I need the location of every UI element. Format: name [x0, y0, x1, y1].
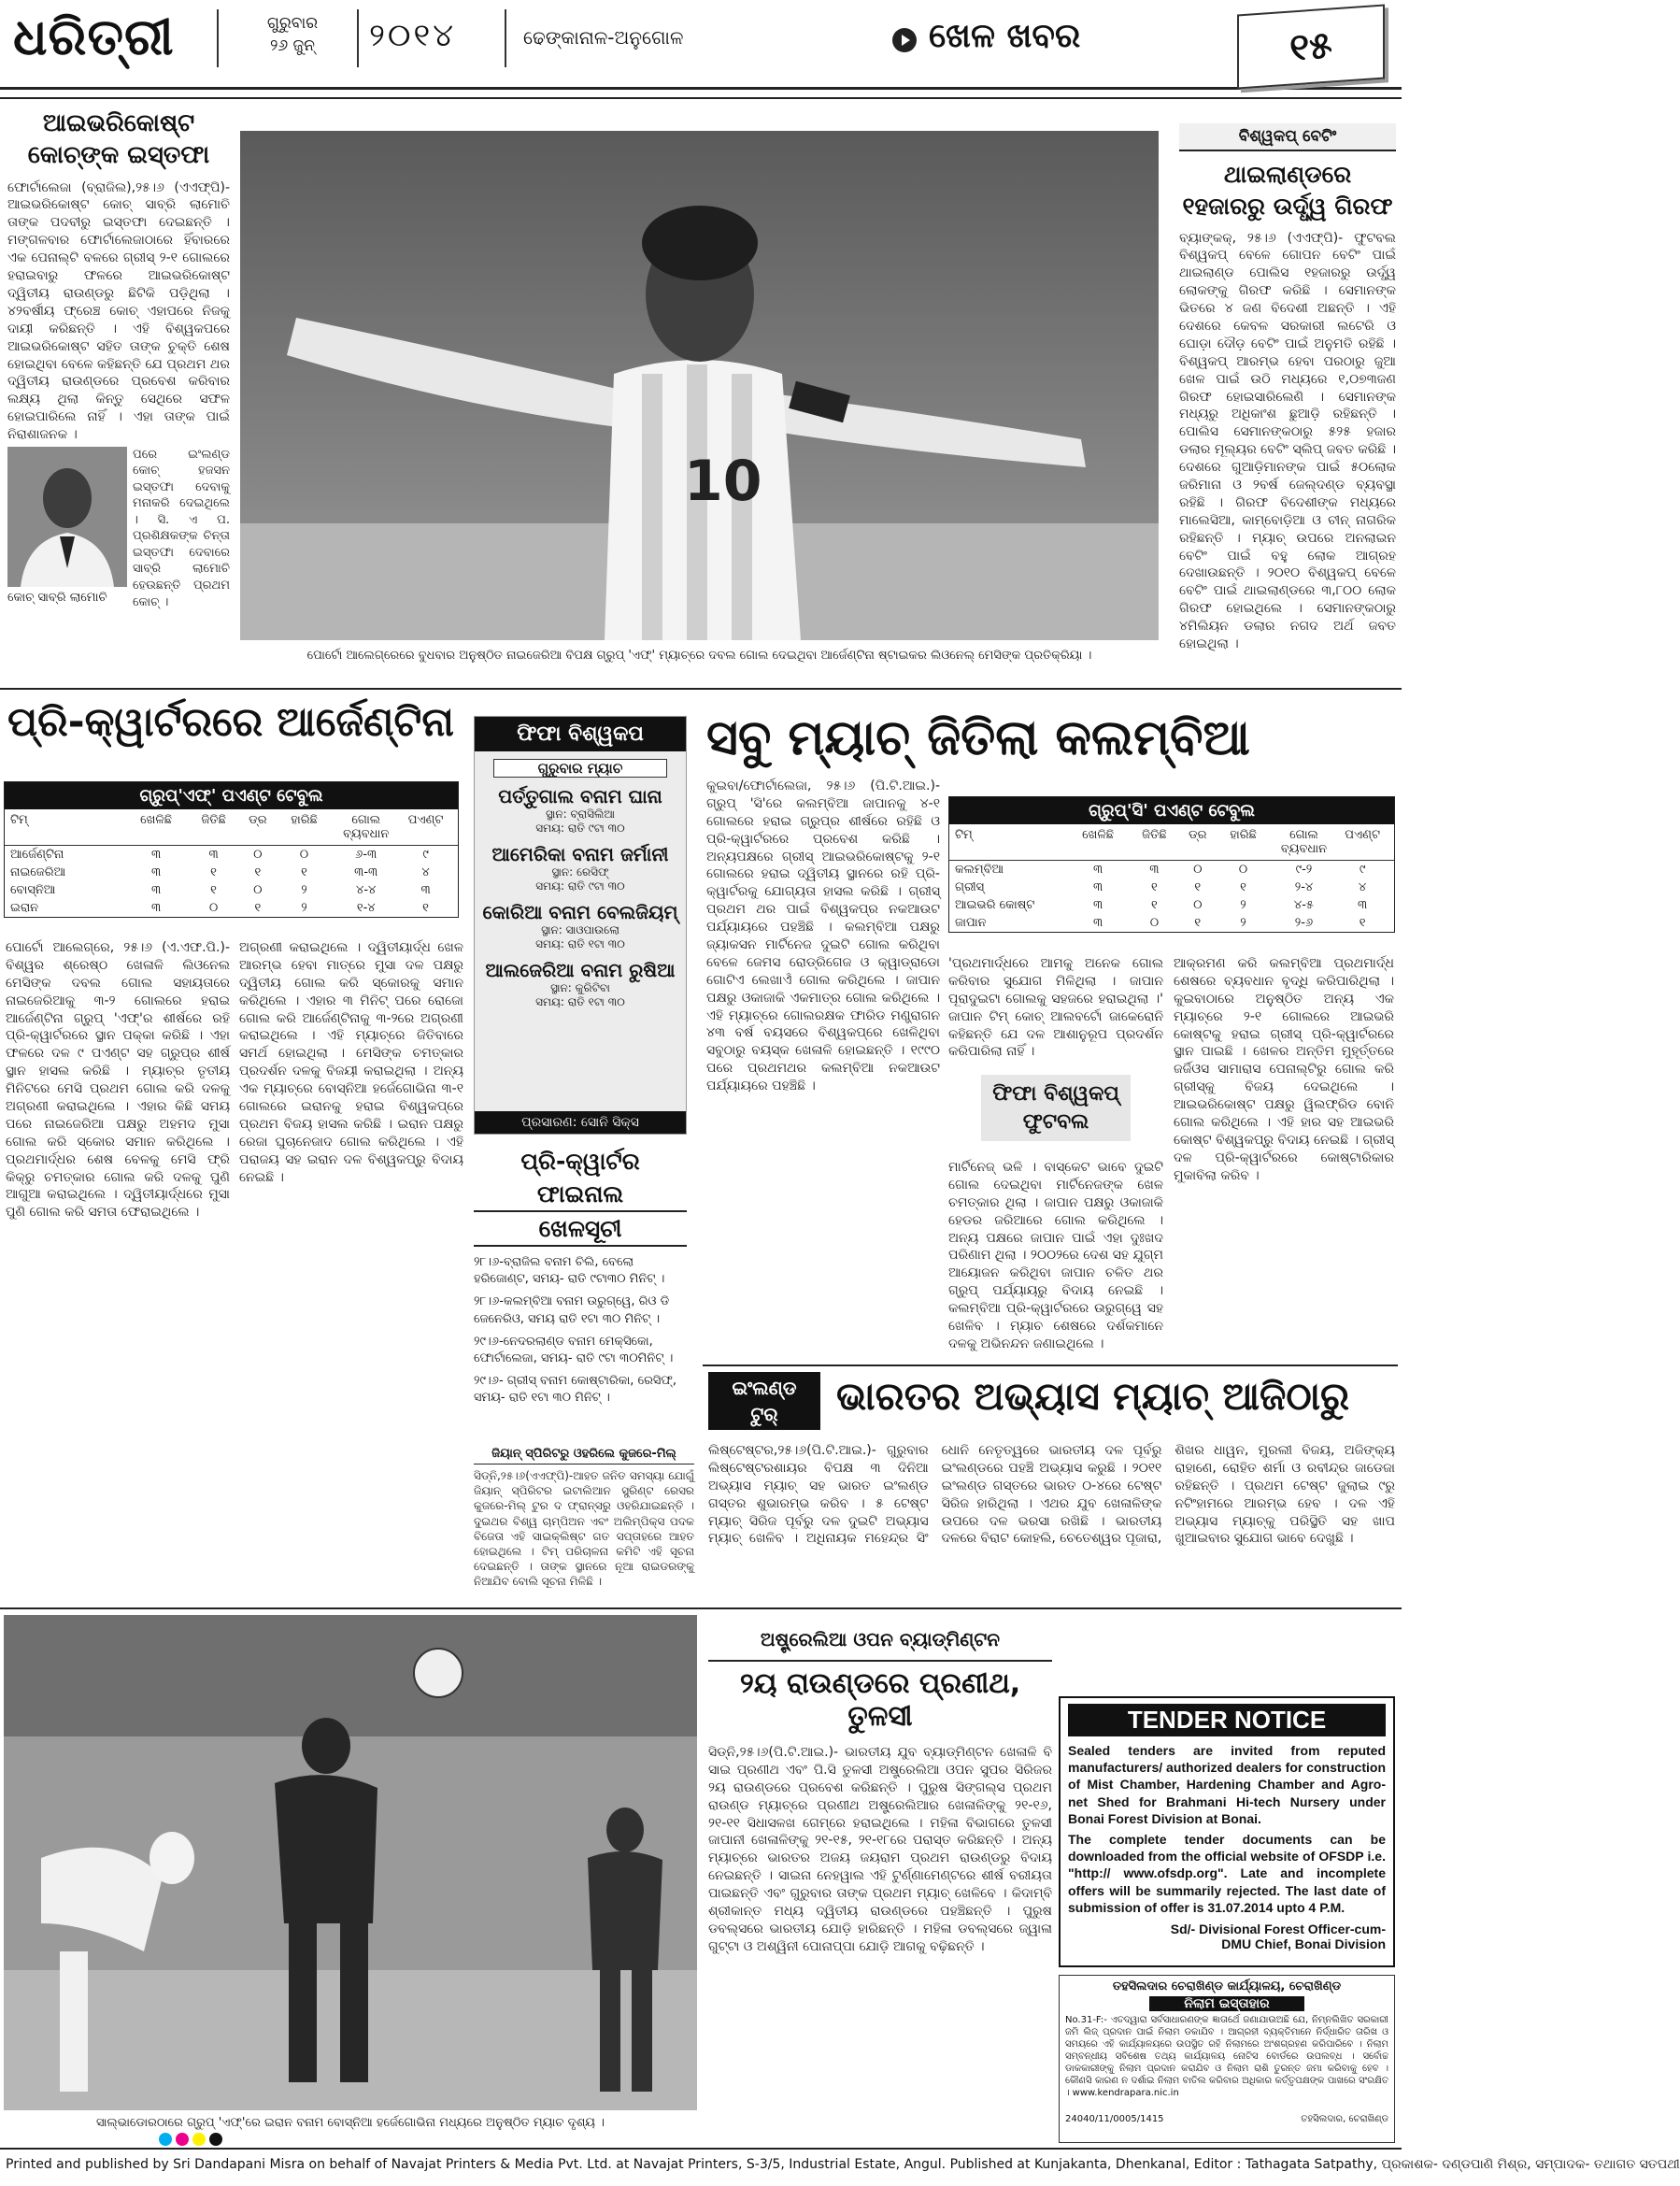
table-cell: ୩ — [150, 901, 162, 915]
table-cell: ୧ — [301, 865, 307, 879]
table-cell: ୩ — [420, 883, 431, 897]
masthead — [0, 0, 1402, 90]
table-cell: ୨ — [301, 883, 307, 897]
table-cell: ୯ — [422, 848, 429, 862]
table-cell: ୧ — [1194, 916, 1202, 930]
auction-notice — [1059, 1975, 1395, 2143]
table-cell: ୨-୪ — [1294, 880, 1314, 894]
table-cell: ୧ — [1194, 880, 1202, 894]
table-cell: ୩ — [150, 883, 162, 897]
schedule-item: ୨୮।୬-କଲମ୍ବିଆ ବନାମ ଉରୁଗ୍ୱେ, ରିଓ ଡି ଜେନେରିଓ, ସମୟ ରାତି ୧ଟା ୩୦ ମିନିଟ୍ । — [474, 1294, 670, 1326]
divider — [505, 9, 506, 67]
tender-notice — [1059, 1696, 1395, 1967]
table-row — [949, 879, 1394, 896]
table-cell: ୧-୪ — [356, 901, 376, 915]
table-cell: ୬-୩ — [355, 848, 377, 862]
schedule-item: ୨୮।୬-ବ୍ରାଜିଲ ବନାମ ଚିଲି, ବେଲୋ ହରିଜୋଣ୍ଟ, ସମୟ- ରାତି ୯ଟା୩୦ ମିନିଟ୍ । — [474, 1255, 665, 1287]
table-cell: ୧ — [210, 865, 217, 879]
fixture-venue: ସ୍ଥାନ: ରେସିଫ୍ — [551, 865, 609, 879]
table-cell: ୨-୬ — [1294, 916, 1314, 930]
article-ivory-coast — [7, 108, 230, 679]
article-cycling — [474, 1447, 694, 1601]
tender-title: TENDER NOTICE — [1068, 1704, 1386, 1736]
issue-day: ଗୁରୁବାର — [266, 14, 319, 33]
table-cell: ୧ — [210, 883, 217, 897]
colombia-body-col3: ଆକ୍ରମଣ କରି କଲମ୍ବିଆ ପ୍ରଥମାର୍ଦ୍ଧ ଶେଷରେ ବ୍ୟବଧାନ ବୃଦ୍ଧି କରିପାରିଥିଲା । କୁଇବାଠାରେ ଅନୁଷ୍ଠିତ ଅନ୍ୟ ଏକ ମ୍ୟାଚ୍‌ରେ ୨-୧ ଗୋଲରେ ଆଇଭରି କୋଷ୍ଟକୁ ହରାଇ ଗ୍ରୀସ୍ ପ୍ରି-କ୍ୱାର୍ଟରରେ ସ୍ଥାନ ପାଇଛି । ଖେଳର ଅନ୍ତିମ ମୁହୂର୍ତ୍ତରେ ଜର୍ଜିଓସ ସାମାରାସ ପେନାଲ୍ଟିରୁ ଗୋଲ କରି ଗ୍ରୀସ୍‌କୁ ବିଜୟ ଦେଇଥିଲେ । ଆଇଭରିକୋଷ୍ଟ ପକ୍ଷରୁ ୱିଲଫ୍ରିଡ ବୋନି ଗୋଲ କରିଥିଲେ । ଏହି ହାର ସହ ଆଇଭରି କୋଷ୍ଟ ବିଶ୍ୱକପ୍‌ରୁ ବିଦାୟ ନେଇଛି । ଗ୍ରୀସ୍ ଦଳ ପ୍ରି-କ୍ୱାର୍ଟରରେ କୋଷ୍ଟାରିକାର ମୁକାବିଲା କରିବ । — [1174, 956, 1394, 1183]
table-title: ଗ୍ରୁପ୍‌'ଏଫ୍' ପଏଣ୍ଟ ଟେବୁଲ — [5, 782, 458, 809]
bottom-photo-iran-bosnia — [4, 1615, 697, 2110]
table-row — [949, 861, 1394, 879]
headline: ଜିୟାନ୍ ସ୍ପିରିଟରୁ ଓହରିଲେ କୁଜରେ-ମିଲ୍ — [474, 1447, 694, 1464]
table-cell: ୯ — [1359, 863, 1366, 877]
table-cell: ୧ — [1151, 880, 1158, 894]
article-body: ବ୍ୟାଙ୍କକ୍, ୨୫।୬ (ଏଏଫ୍‌ପି)- ଫୁଟବଲ ବିଶ୍ୱକପ୍ ବେଳେ ଗୋପନ ବେଟିଂ ପାଇଁ ଥାଇଲାଣ୍ଡ ପୋଲିସ ୧ହଜାରରୁ ଉର୍ଦ୍ଧ୍ୱ ଲୋକଙ୍କୁ ଗିରଫ କରିଛି । ସେମାନଙ୍କ ଭିତରେ ୪ ଜଣ ବିଦେଶୀ ଅଛନ୍ତି । ଏହି ଦେଶରେ କେବଳ ସରକାରୀ ଲଟେରି ଓ ଘୋଡ଼ା ଦୌଡ଼ ବେଟିଂ ପାଇଁ ଅନୁମତି ରହିଛି । ବିଶ୍ୱକପ୍ ଆରମ୍ଭ ହେବା ପରଠାରୁ ଜୁଆ ଖେଳ ପାଇଁ ଉଠି ମଧ୍ୟରେ ୧,୦୭୩ଜଣ ଗିରଫ ହୋଇସାରିଲେଣି । ସେମାନଙ୍କ ମଧ୍ୟରୁ ଅଧିକାଂଶ ଛୁଆଡ଼ି ରହିଛନ୍ତି । ପୋଲିସ ସେମାନଙ୍କଠାରୁ ୫୨୫ ହଜାର ଡଲାର ମୂଲ୍ୟର ବେଟିଂ ସ୍ଲିପ୍ ଜବତ କରିଛି । ଦେଶରେ ଗୁଆଡ଼ିମାନଙ୍କ ପାଇଁ ୫୦ଲୋକ ଜରିମାନା ଓ ୨ବର୍ଷ ଜେଲ୍‌ଦଣ୍ଡ ବ୍ୟବସ୍ଥା ରହିଛି । ଗିରଫ ବିଦେଶୀଙ୍କ ମଧ୍ୟରେ ମାଲେସିଆ, କାମ୍ବୋଡ଼ିଆ ଓ ଚୀନ୍ ନାଗରିକ ରହିଛନ୍ତି । ମ୍ୟାଚ୍ ଉପରେ ଅନଲାଇନ ବେଟିଂ ପାଇଁ ବହୁ ଲୋକ ଆଗ୍ରହ ଦେଖାଉଛନ୍ତି । ୨୦୧୦ ବିଶ୍ୱକପ୍ ବେଳେ ବେଟିଂ ପାଇଁ ଥାଇଲାଣ୍ଡରେ ୩,୮୦୦ ଲୋକ ଗିରଫ ହୋଇଥିଲେ । ସେମାନଙ୍କଠାରୁ ୪ମିଲିୟନ ଡଲାର ନଗଦ ଅର୍ଥ ଜବତ ହୋଇଥିଲା । — [1179, 230, 1396, 651]
footballer-celebration-image — [240, 131, 1159, 640]
footer-imprint: Printed and published by Sri Dandapani Misra on behalf of Navajat Printers & Media Pvt. Ltd. at Navajat Printers, S-3/5, Industrial Estate, Angul. Published at Kunjakanta, Dhenkanal, Editor : Tathagata Satpathy, ପ୍ରକାଶକ- ଦଣ୍ଡପାଣି ମିଶ୍ର, ସମ୍ପାଦକ- ତଥାଗତ ସତପଥୀ — [0, 2148, 1402, 2186]
rule — [0, 1607, 1402, 1609]
table-row — [5, 899, 458, 917]
auction-title: ନିଲାମ ଇସ୍ତାହାର — [1149, 1996, 1304, 2011]
lead-photo-messi — [240, 131, 1159, 640]
fixture-time: ସମୟ: ରାତି ୧ଟା ୩୦ — [535, 995, 625, 1008]
newspaper-logo: ଧରିତ୍ରୀ — [13, 7, 175, 66]
table-cell: ୩ — [1357, 898, 1368, 912]
photo-caption: କୋଚ୍ ସାବ୍ରି ଲାମୋଚି — [7, 590, 107, 605]
schedule-item: ୨୯।୬- ଗ୍ରୀସ୍ ବନାମ କୋଷ୍ଟାରିକା, ରେସିଫ୍, ସମୟ- ରାତି ୧ଟା ୩୦ ମିନିଟ୍ । — [474, 1374, 677, 1406]
rule — [0, 97, 1402, 99]
coach-photo — [7, 447, 127, 587]
table-cell: ୦ — [299, 848, 309, 862]
argentina-body-col2: ଅଗ୍ରଣୀ କରାଇଥିଲେ । ଦ୍ୱିତୀୟାର୍ଦ୍ଧ ଖେଳ ଆରମ୍ଭ ହେବା ମାତ୍ରେ ମୁସା ଦଳ ପକ୍ଷରୁ ଦ୍ୱିତୀୟ ଗୋଲ କରି ସ୍କୋରକୁ ସମାନ କରିଥିଲେ । ଏହାର ୩ ମିନିଟ୍ ପରେ ରୋଜୋ ଗୋଲ କରି ଆର୍ଜେଣ୍ଟିନାକୁ ୩-୨ରେ ଅଗ୍ରଣୀ କରାଇଥିଲେ । ଏହି ମ୍ୟାଚ୍‌ରେ ଜିତିବାରେ ସମର୍ଥ ହୋଇଥିଲା । ମେସିଙ୍କ ଚମତ୍କାର ପ୍ରଦର୍ଶନ ଦଳକୁ ବିଜୟୀ କରାଇଥିଲା । ଅନ୍ୟ ଏକ ମ୍ୟାଚ୍‌ରେ ବୋସ୍ନିଆ ହର୍ଜେଗୋଭିନା ୩-୧ ଗୋଲରେ ଇରାନକୁ ହରାଇ ବିଶ୍ୱକପ୍‌ରେ ପ୍ରଥମ ବିଜୟ ହାସଲ କରିଛି । ଇରାନ ପକ୍ଷରୁ ରେଜା ଘୁଚାନେଜାଦ ଗୋଲ କରିଥିଲେ । ଏହି ପରାଜୟ ସହ ଇରାନ ଦଳ ବିଶ୍ୱକପ୍‌ରୁ ବିଦାୟ ନେଇଛି । — [239, 940, 463, 1185]
table-cell: ୦ — [208, 901, 219, 915]
fixture-venue: ସ୍ଥାନ: କୁରିଟିବା — [550, 981, 610, 994]
kicker: ବିଶ୍ୱକପ୍ ବେଟିଂ — [1179, 123, 1396, 151]
table-cell: ୧ — [1240, 880, 1246, 894]
auction-signature: ତହସିଲଦାର, ଚେରାଖିଣ୍ଡ — [1301, 2114, 1388, 2124]
fixture-teams: ଆମେରିକା ବନାମ ଜର୍ମାନୀ — [491, 843, 669, 865]
rule — [0, 688, 1402, 690]
table-cell: ୦ — [1238, 863, 1248, 877]
auction-body: No.31-F:- ଏତଦ୍ୱାରା ସର୍ବସାଧାରଣଙ୍କ ଜ୍ଞାତାର୍ଥେ ଜଣାଯାଉଅଛି ଯେ, ନିମ୍ନଲିଖିତ ସରକାରୀ ଜମି ଲିଜ୍ ପ୍ରଦାନ ପାଇଁ ନିଲାମ ଡକାଯିବ । ଆଗ୍ରହୀ ବ୍ୟକ୍ତିମାନେ ନିର୍ଦ୍ଧାରିତ ତାରିଖ ଓ ସମୟରେ ଏହି କାର୍ଯ୍ୟାଳୟରେ ଉପସ୍ଥିତ ରହି ନିଲାମରେ ଅଂଶଗ୍ରହଣ କରିପାରିବେ । ନିଲାମ ସମ୍ବନ୍ଧୀୟ ସବିଶେଷ ତଥ୍ୟ କାର୍ଯ୍ୟାଳୟ ନୋଟିସ ବୋର୍ଡରେ ଉପଲବ୍ଧ । ସର୍ବୋଚ୍ଚ ଡାକକାରୀଙ୍କୁ ନିଲାମ ପ୍ରଦାନ କରାଯିବ ଓ ନିଲାମ ରାଶି ତୁରନ୍ତ ଜମା କରିବାକୁ ହେବ । କୌଣସି କାରଣ ନ ଦର୍ଶାଇ ନିଲାମ ବାତିଲ କରିବାର ଅଧିକାର କର୍ତ୍ତୃପକ୍ଷଙ୍କ ପାଖରେ ସଂରକ୍ଷିତ । www.kendrapara.nic.in — [1065, 2015, 1388, 2098]
fixture-teams: କୋରିଆ ବନାମ ବେଲଜିୟମ୍ — [482, 901, 678, 923]
table-cell: ୩ — [1092, 916, 1103, 930]
football-icon — [414, 1649, 463, 1697]
headline-england: ଭାରତର ଅଭ୍ୟାସ ମ୍ୟାଚ୍ ଆଜିଠାରୁ — [836, 1374, 1350, 1419]
table-cell: ନାଇଜେରିଆ — [10, 865, 66, 879]
colombia-body-col4: ମାର୍ଟିନେଜ୍ ଭଳି । ବାସ୍କେଟ ଭାବେ ଦୁଇଟି ଗୋଲ ଦେଇଥିବା ମାର୍ଟିନେଜଙ୍କ ଖେଳ ଚମତ୍କାର ଥିଲା । ଜାପାନ ପକ୍ଷରୁ ଓକାଜାକି ହେଡର ଜରିଆରେ ଗୋଲ କରିଥିଲେ । ଅନ୍ୟ ପକ୍ଷରେ ଜାପାନ ପାଇଁ ଏହା ଦୁଃଖଦ ପରିଣାମ ଥିଲା । ୨୦୦୨ରେ ଦେଶ ସହ ଯୁଗ୍ମ ଆୟୋଜନ କରିଥିବା ଜାପାନ ଚଳିତ ଥର ଗ୍ରୁପ୍ ପର୍ଯ୍ୟାୟରୁ ବିଦାୟ ନେଇଛି । କଲମ୍ବିଆ ପ୍ରି-କ୍ୱାର୍ଟରରେ ଉରୁଗ୍ୱେ ସହ ଖେଳିବ । ମ୍ୟାଚ ଶେଷରେ ଦର୍ଶକମାନେ ଦଳକୁ ଅଭିନନ୍ଦନ ଜଣାଇଥିଲେ । — [948, 1160, 1163, 1351]
table-cell: ବୋସ୍ନିଆ — [10, 883, 56, 897]
table-cell: ୦ — [253, 848, 263, 862]
headline: ଥାଇଲାଣ୍ଡରେ ୧ହଜାରରୁ ଉର୍ଦ୍ଧ୍ୱ ଗିରଫ — [1182, 161, 1393, 220]
play-bullet-icon — [892, 28, 917, 52]
article-badminton — [708, 1628, 1052, 2137]
subhead-fifa-football: ଫିଫା ବିଶ୍ୱକପ୍ ଫୁଟବଲ — [981, 1075, 1131, 1141]
football-match-image — [4, 1615, 697, 2110]
section-title: ଖେଳ ଖବର — [929, 17, 1081, 55]
table-cell: ୨ — [301, 901, 307, 915]
table-cell: ଆର୍ଜେଣ୍ଟିନା — [10, 848, 64, 862]
table-cell: ୩ — [208, 848, 219, 862]
fixture-time: ସମୟ: ରାତି ୯ଟା ୩୦ — [535, 822, 625, 835]
table-cell: ୩ — [1149, 863, 1160, 877]
auction-office: ତହସିଲଦାର ଚେରାଖିଣ୍ଡ କାର୍ଯ୍ୟାଳୟ, ଚେରାଖିଣ୍ଡ — [1112, 1979, 1342, 1993]
headline: ଆଇଭରିକୋଷ୍ଟ କୋଚ୍‌ଙ୍କ ଇସ୍ତଫା — [27, 109, 210, 169]
table-cell: ଆଇଭରି କୋଷ୍ଟ — [955, 898, 1035, 912]
table-title: ଗ୍ରୁପ୍‌'ସି' ପଏଣ୍ଟ ଟେବୁଲ — [949, 797, 1394, 824]
edition-name: ଢେଙ୍କାନାଳ-ଅନୁଗୋଳ — [523, 26, 684, 49]
rule — [703, 1364, 1398, 1366]
issue-day-date — [241, 13, 344, 58]
divider — [217, 9, 219, 67]
table-cell: ୩ — [150, 865, 162, 879]
table-cell: ୧ — [1359, 916, 1366, 930]
table-row — [5, 864, 458, 881]
fixture-item — [475, 785, 686, 836]
auction-ref: 24040/11/0005/1415 — [1065, 2114, 1164, 2124]
article-body-continued: ପରେ ଇଂଲଣ୍ଡ କୋଚ୍ ହଜସନ ଇସ୍ତଫା ଦେବାକୁ ମନାକରି ଦେଇଥିଲେ । ସି. ଏ ପ. ପ୍ରଶିକ୍ଷକଙ୍କ ଚିନ୍ତା ଇସ୍ତଫା ଦେବାରେ ସାବ୍ରି ଲାମୋଚି ହେଉଛନ୍ତି ପ୍ରଥମ କୋଚ୍ । — [133, 447, 230, 609]
table-cell: କଲମ୍ବିଆ — [955, 863, 1004, 877]
table-cell: ୩ — [1092, 880, 1103, 894]
england-tour-tag: ଇଂଲଣ୍ଡ ଟୁର୍ — [708, 1372, 820, 1430]
divider — [357, 9, 359, 67]
fixture-item — [475, 901, 686, 951]
table-cell: ୧ — [422, 901, 429, 915]
table-cell: ୯-୨ — [1295, 863, 1313, 877]
table-row — [5, 846, 458, 864]
prequarter-schedule — [474, 1145, 687, 1439]
color-registration-mark — [192, 2133, 206, 2146]
table-row — [5, 881, 458, 899]
fixture-list — [475, 785, 686, 1009]
table-cell: ୪ — [421, 865, 430, 879]
box-title: ଫିଫା ବିଶ୍ୱକପ — [475, 717, 686, 751]
table-cell: ୩-୩ — [354, 865, 378, 879]
coach-portrait-icon — [7, 447, 127, 587]
color-registration-mark — [209, 2133, 222, 2146]
england-body: ଲିଷ୍ଟେଷ୍ଟର,୨୫।୬(ପି.ଟି.ଆଇ.)- ଗୁରୁବାର ଲିଷ୍ଟେଷ୍ଟରଶାୟର ବିପକ୍ଷ ୩ ଦିନିଆ ଅଭ୍ୟାସ ମ୍ୟାଚ୍ ସହ ଭାରତ ଇଂଲଣ୍ଡ ଗସ୍ତର ଶୁଭାରମ୍ଭ କରିବ । ୫ ଟେଷ୍ଟ ମ୍ୟାଚ୍ ସିରିଜ ପୂର୍ବରୁ ଦଳ ଦୁଇଟି ଅଭ୍ୟାସ ମ୍ୟାଚ୍ ଖେଳିବ । ଅଧିନାୟକ ମହେନ୍ଦ୍ର ସିଂ ଧୋନି ନେତୃତ୍ୱରେ ଭାରତୀୟ ଦଳ ପୂର୍ବରୁ ଇଂଲଣ୍ଡରେ ପହଞ୍ଚି ଅଭ୍ୟାସ କରୁଛି । ୨୦୧୧ ଇଂଲଣ୍ଡ ଗସ୍ତରେ ଭାରତ ୦-୪ରେ ଟେଷ୍ଟ ସିରିଜ ହାରିଥିଲା । ଏଥର ଯୁବ ଖେଳାଳିଙ୍କ ଉପରେ ଦଳ ଭରସା ରଖିଛି । ଭାରତୀୟ ଦଳରେ ବିରାଟ କୋହଲି, ଚେତେଶ୍ୱର ପୂଜାରା, ଶିଖର ଧାୱନ, ମୁରଲୀ ବିଜୟ, ଅଜିଙ୍କ୍ୟ ରାହାଣେ, ରୋହିତ ଶର୍ମା ଓ ରବୀନ୍ଦ୍ର ଜାଡେଜା ରହିଛନ୍ତି । ପ୍ରଥମ ଟେଷ୍ଟ ଜୁଲାଇ ୯ରୁ ନଟିଂହାମରେ ଆରମ୍ଭ ହେବ । ଦଳ ଏହି ଅଭ୍ୟାସ ମ୍ୟାଚ୍‌କୁ ପରିସ୍ଥିତି ସହ ଖାପ ଖୁଆଇବାର ସୁଯୋଗ ଭାବେ ଦେଖୁଛି । — [708, 1443, 1395, 1547]
article-body: ସିଡ୍‌ନି,୨୫।୬(ପି.ଟି.ଆଇ.)- ଭାରତୀୟ ଯୁବ ବ୍ୟାଡ୍‌ମିଣ୍ଟନ ଖେଳାଳି ବି ସାଇ ପ୍ରଣୀଥ ଏବଂ ପି.ସି ତୁଳସୀ ଅଷ୍ଟ୍ରେଲିଆ ଓପନ ସୁପର ସିରିଜର ୨ୟ ରାଉଣ୍ଡରେ ପ୍ରବେଶ କରିଛନ୍ତି । ପୁରୁଷ ସିଙ୍ଗଲ୍ସ ପ୍ରଥମ ରାଉଣ୍ଡ ମ୍ୟାଚ୍‌ରେ ପ୍ରଣୀଥ ଅଷ୍ଟ୍ରେଲିଆର ଖେଳାଳିଙ୍କୁ ୨୧-୧୬, ୨୧-୧୧ ସିଧାସଳଖ ଗେମ୍‌ରେ ହରାଇଥିଲେ । ମହିଳା ବିଭାଗରେ ତୁଳସୀ ଜାପାନୀ ଖେଳାଳିଙ୍କୁ ୨୧-୧୫, ୨୧-୧୮ରେ ପରାସ୍ତ କରିଛନ୍ତି । ଅନ୍ୟ ମ୍ୟାଚ୍‌ରେ ଭାରତର ଅଜୟ ଜୟରାମ ପ୍ରଥମ ରାଉଣ୍ଡରୁ ବିଦାୟ ନେଇଛନ୍ତି । ସାଇନା ନେହୱାଲ ଏହି ଟୁର୍ଣ୍ଣାମେଣ୍ଟରେ ଶୀର୍ଷ ବରୀୟତା ପାଇଛନ୍ତି ଏବଂ ଗୁରୁବାର ତାଙ୍କ ପ୍ରଥମ ମ୍ୟାଚ୍ ଖେଳିବେ । କିଦାମ୍ବି ଶ୍ରୀକାନ୍ତ ମଧ୍ୟ ଦ୍ୱିତୀୟ ରାଉଣ୍ଡରେ ପହଞ୍ଚିଛନ୍ତି । ପୁରୁଷ ଡବଲ୍ସରେ ଭାରତୀୟ ଯୋଡ଼ି ହାରିଛନ୍ତି । ମହିଳା ଡବଲ୍ସରେ ଜ୍ୱାଳା ଗୁଟ୍ଟା ଓ ଅଶ୍ୱିନୀ ପୋନାପ୍ପା ଯୋଡ଼ି ଆଗକୁ ବଢ଼ିଛନ୍ତି । — [708, 1745, 1052, 1954]
table-row — [949, 914, 1394, 932]
table-cell: ୨ — [1240, 898, 1246, 912]
table-row — [949, 896, 1394, 914]
tender-body-1: Sealed tenders are invited from reputed manufacturers/ authorized dealers for construction of Mist Chamber, Hardening Chamber and Agro-net Shed for Brahmani Hi-tech Nursery under Bonai Forest Division at Bonai. — [1068, 1743, 1386, 1826]
table-cell: ୩ — [150, 848, 162, 862]
article-body: ଫୋର୍ଟାଲେଜା (ବ୍ରାଜିଲ),୨୫।୬ (ଏଏଫ୍‌ପି)-ଆଇଭରିକୋଷ୍ଟ କୋଚ୍ ସାବ୍ରି ଲାମୋଚି ତାଙ୍କ ପଦବୀରୁ ଇସ୍ତଫା ଦେଇଛନ୍ତି । ମଙ୍ଗଳବାର ଫୋର୍ଟାଲେଜାଠାରେ ହିଁବାରରେ ଏକ ପେନାଲ୍ଟି ବଳରେ ଗ୍ରୀସ୍ ୨-୧ ଗୋଲରେ ହରାଇବାରୁ ଫଳରେ ଆଇଭରିକୋଷ୍ଟ ଦ୍ୱିତୀୟ ରାଉଣ୍ଡରୁ ଛିଟିକି ପଡ଼ିଥିଲା । ୪୨ବର୍ଷୀୟ ଫ୍ରେଞ୍ଚ କୋଚ୍ ଏହାପରେ ନିଜକୁ ଦାୟୀ କରିଛନ୍ତି । ଏହି ବିଶ୍ୱକପରେ ଆଇଭରିକୋଷ୍ଟ ସହିତ ତାଙ୍କ ଚୁକ୍ତି ଶେଷ ହୋଇଥିବା ବେଳେ କହିଛନ୍ତି ଯେ ପ୍ରଥମ ଥର ଦ୍ୱିତୀୟ ରାଉଣ୍ଡରେ ପ୍ରବେଶ କରିବାର ଲକ୍ଷ୍ୟ ଥିଲା କିନ୍ତୁ ସେଥିରେ ସଫଳ ହୋଇପାରିଲେ ନାହିଁ । ଏହା ତାଙ୍କ ପାଇଁ ନିରାଶାଜନକ । — [7, 179, 230, 443]
lead-photo-caption: ପୋର୍ଟୋ ଆଲେଗ୍ରେରେ ବୁଧବାର ଅନୁଷ୍ଠିତ ନାଇଜେରିଆ ବିପକ୍ଷ ଗ୍ରୁପ୍ 'ଏଫ୍' ମ୍ୟାଚ୍‌ରେ ଦବଲ ଗୋଲ ଦେଇଥିବା ଆର୍ଜେଣ୍ଟିନା ଷ୍ଟାଇକର ଲିଓନେଲ୍ ମେସିଙ୍କ ପ୍ରତିକ୍ରିୟା । — [306, 649, 1092, 663]
table-cell: ୧ — [254, 865, 262, 879]
fixture-venue: ସ୍ଥାନ: ସାଓପାଉଲୋ — [541, 923, 619, 936]
table-cell: ୩ — [1092, 863, 1103, 877]
issue-year: ୨୦୧୪ — [369, 17, 457, 54]
colombia-body-col2: 'ପ୍ରଥମାର୍ଦ୍ଧରେ ଆମକୁ ଅନେକ ଗୋଲ କରିବାର ସୁଯୋଗ ମିଳିଥିଲା । ଜାପାନ ପୂରାଦୁଇଟା ଗୋଲକୁ ସହଜରେ ହରାଇଥିଲା ।' ଜାପାନ ଟିମ୍ କୋଚ୍ ଆଲବର୍ଟୋ ଜାକେରୋନି କହିଛନ୍ତି ଯେ ଦଳ ଆଶାନୁରୂପ ପ୍ରଦର୍ଶନ କରିପାରିଲା ନାହିଁ । — [948, 956, 1163, 1060]
table-header: ଟିମ୍ ଖେଳିଛି ଜିତିଛି ଡ୍ର ହାରିଛି ଗୋଲ ବ୍ୟବଧାନ ପଏଣ୍ଟ — [949, 824, 1394, 861]
fixture-item — [475, 959, 686, 1009]
table-cell: ୦ — [253, 883, 263, 897]
colombia-body-col1: କୁଇବା/ଫୋର୍ଟାଲେଜା, ୨୫।୬ (ପି.ଟି.ଆଇ.)- ଗ୍ରୁପ୍ 'ସି'ରେ କଲମ୍ବିଆ ଜାପାନକୁ ୪-୧ ଗୋଲରେ ହରାଇ ଗ୍ରୁପ୍‌ର ଶୀର୍ଷରେ ରହିଛି ଓ ପ୍ରି-କ୍ୱାର୍ଟରରେ ପ୍ରବେଶ କରିଛି । ଅନ୍ୟପକ୍ଷରେ ଗ୍ରୀସ୍ ଆଇଭରିକୋଷ୍ଟକୁ ୨-୧ ଗୋଲରେ ହରାଇ ଦ୍ୱିତୀୟ ସ୍ଥାନରେ ରହି ପ୍ରି-କ୍ୱାର୍ଟରକୁ ଯୋଗ୍ୟତା ହାସଲ କରିଛି । ଗ୍ରୀସ୍ ପ୍ରଥମ ଥର ପାଇଁ ବିଶ୍ୱକପ୍‌ର ନକଆଉଟ ପର୍ଯ୍ୟାୟରେ ପହଞ୍ଚିଛି । କଲମ୍ବିଆ ପକ୍ଷରୁ ଜ୍ୟାକସନ ମାର୍ଟିନେଜ ଦୁଇଟି ଗୋଲ କରିଥିବା ବେଳେ ଜେମସ ରୋଡ୍ରିଗେଜ ଓ କ୍ୱାଡ୍ରାଡୋ ଗୋଟିଏ ଲେଖାଏଁ ଗୋଲ କରିଥିଲେ । ଜାପାନ ପକ୍ଷରୁ ଓକାଜାକି ଏକମାତ୍ର ଗୋଲ କରିଥିଲେ । ଏହି ମ୍ୟାଚ୍‌ରେ ଗୋଲରକ୍ଷକ ଫାରିଡ ମଣ୍ଡ୍ରାଗନ ୪୩ ବର୍ଷ ବୟସରେ ବିଶ୍ୱକପ୍‌ରେ ଖେଳିଥିବା ସବୁଠାରୁ ବୟସ୍କ ଖେଳାଳି ହୋଇଛନ୍ତି । ୧୯୯୦ ପରେ ପ୍ରଥମଥର କଲମ୍ବିଆ ନକଆଉଟ ପର୍ଯ୍ୟାୟରେ ପହଞ୍ଚିଛି । — [706, 779, 940, 1094]
color-registration-mark — [159, 2133, 172, 2146]
table-cell: ଜାପାନ — [955, 916, 987, 930]
table-cell: ୦ — [1193, 898, 1203, 912]
page-number: ୧୫ — [1237, 4, 1385, 89]
fixture-item — [475, 843, 686, 893]
headline-colombia: ସବୁ ମ୍ୟାଚ୍ ଜିତିଲା କଲମ୍ବିଆ — [706, 710, 1250, 766]
table-cell: ଗ୍ରୀସ୍ — [955, 880, 985, 894]
article-thailand-betting — [1179, 123, 1396, 684]
table-cell: ୧ — [1151, 898, 1158, 912]
table-cell: ୦ — [1149, 916, 1160, 930]
headline-argentina: ପ୍ରି-କ୍ୱାର୍ଟରରେ ଆର୍ଜେଣ୍ଟିନା — [7, 699, 454, 746]
fixture-time: ସମୟ: ରାତି ୧ଟା ୩୦ — [535, 937, 625, 950]
headline: ୨ୟ ରାଉଣ୍ଡରେ ପ୍ରଣୀଥ, ତୁଳସୀ — [708, 1660, 1052, 1733]
issue-date: ୨୬ ଜୁନ୍ — [269, 36, 315, 55]
schedule-item: ୨୯।୬-ନେଦରଲାଣ୍ଡ ବନାମ ମେକ୍ସିକୋ, ଫୋର୍ଟାଲେଜା, ସମୟ- ରାତି ୯ଟା ୩୦ମିନିଟ୍ । — [474, 1334, 674, 1365]
tender-signature: Sd/- Divisional Forest Officer-cum- DMU Chief, Bonai Division — [1170, 1921, 1386, 1951]
table-cell: ୪-୪ — [356, 883, 377, 897]
table-cell: ୨ — [1240, 916, 1246, 930]
table-cell: ୩ — [1092, 898, 1103, 912]
jersey-number: 10 — [684, 449, 762, 514]
fifa-fixtures-box — [474, 716, 687, 1135]
table-cell: ଇରାନ — [10, 901, 39, 915]
article-body: ସିଡ୍‌ନି,୨୫।୬(ଏଏଫ୍‌ପି)-ଆହତ ଜନିତ ସମସ୍ୟା ଯୋଗୁଁ ଜିୟାନ୍ ସ୍ପିରିଟର ଇଟାଲିଆନ ସ୍ପ୍ରିଣ୍ଟ ରେସର କୁଜରେ-ମିଲ୍ ଟୁର ଦ ଫ୍ରାନ୍ସରୁ ଓହରିଯାଇଛନ୍ତି । ଦୁଇଥର ବିଶ୍ୱ ଚାମ୍ପିଅନ ଏବଂ ଅଲିମ୍ପିକ୍ସ ପଦକ ବିଜେତା ଏହି ସାଇକ୍ଲିଷ୍ଟ ଗତ ସପ୍ତାହରେ ଆହତ ହୋଇଥିଲେ । ଟିମ୍ ପରିଚାଳନା କମିଟି ଏହି ସୂଚନା ଦେଇଛନ୍ତି । ତାଙ୍କ ସ୍ଥାନରେ ନୂଆ ରାଇଡରଙ୍କୁ ନିଆଯିବ ବୋଲି ସୂଚନା ମିଳିଛି । — [474, 1469, 694, 1589]
table-cell: ୧ — [254, 901, 262, 915]
table-cell: ୪-୫ — [1293, 898, 1315, 912]
group-f-points-table — [4, 781, 459, 918]
fixture-teams: ଆଲଜେରିଆ ବନାମ ରୁଷିଆ — [485, 959, 676, 981]
group-c-points-table — [948, 796, 1395, 933]
table-cell: ୪ — [1358, 880, 1367, 894]
fixture-time: ସମୟ: ରାତି ୯ଟା ୩୦ — [535, 879, 625, 893]
color-registration-mark — [176, 2133, 189, 2146]
tender-body-2: The complete tender documents can be downloaded from the official website of OFSDP i.e. "http:// www.ofsdp.org". Late and incomplete offers will be summarily rejected. The last date of submission of offer is 31.07.2014 upto 4 P.M. — [1068, 1831, 1386, 1915]
broadcast-info: ପ୍ରସାରଣ: ସୋନି ସିକ୍ସ — [475, 1111, 686, 1134]
table-cell: ୦ — [1193, 863, 1203, 877]
fixture-teams: ପର୍ତ୍ତୁଗାଲ ବନାମ ଘାନା — [498, 785, 662, 807]
bottom-photo-caption: ସାଲ୍‌ଭାଡୋରଠାରେ ଗ୍ରୁପ୍ 'ଏଫ୍'ରେ ଇରାନ ବନାମ ବୋସ୍ନିଆ ହର୍ଜେଗୋଭିନା ମଧ୍ୟରେ ଅନୁଷ୍ଠିତ ମ୍ୟାଚ ଦୃଶ୍ୟ । — [95, 2116, 605, 2130]
table-header: ଟିମ୍ ଖେଳିଛି ଜିତିଛି ଡ୍ର ହାରିଛି ଗୋଲ ବ୍ୟବଧାନ ପଏଣ୍ଟ — [5, 809, 458, 846]
schedule-title: ପ୍ରି-କ୍ୱାର୍ଟର ଫାଇନାଲ ଖେଳସୂଚୀ — [474, 1145, 687, 1247]
fixture-venue: ସ୍ଥାନ: ବ୍ରାସିଲିଆ — [545, 807, 616, 821]
kicker: ଅଷ୍ଟ୍ରେଲିଆ ଓପନ ବ୍ୟାଡ୍‌ମିଣ୍ଟନ — [760, 1628, 1001, 1650]
day-label: ଗୁରୁବାର ମ୍ୟାଚ — [493, 759, 667, 778]
argentina-body-col1: ପୋର୍ଟୋ ଆଲେଗ୍ରେ, ୨୫।୬ (ଏ.ଏଫ.ପି.)- ବିଶ୍ୱର ଶ୍ରେଷ୍ଠ ଖେଳାଳି ଲିଓନେଲ ମେସିଙ୍କ ଦବଲ ଗୋଲ ସହାୟତାରେ ନାଇଜେରିଆକୁ ୩-୨ ଗୋଲରେ ହରାଇ ଆର୍ଜେଣ୍ଟିନା ଗ୍ରୁପ୍ 'ଏଫ୍'ର ଶୀର୍ଷରେ ରହି ପ୍ରି-କ୍ୱାର୍ଟରରେ ସ୍ଥାନ ପକ୍କା କରିଛି । ଏହା ଫଳରେ ଦଳ ୯ ପଏଣ୍ଟ ସହ ଗ୍ରୁପ୍‌ର ଶୀର୍ଷ ସ୍ଥାନ ହାସଲ କରିଛି । ମ୍ୟାଚ୍‌ର ତୃତୀୟ ମିନିଟରେ ମେସି ପ୍ରଥମ ଗୋଲ କରି ଦଳକୁ ଅଗ୍ରଣୀ କରାଇଥିଲେ । ଏହାର କିଛି ସମୟ ପରେ ନାଇଜେରିଆ ପକ୍ଷରୁ ଅହମଦ ମୁସା ଗୋଲ କରି ସ୍କୋର ସମାନ କରିଥିଲେ । ପ୍ରଥମାର୍ଦ୍ଧର ଶେଷ ବେଳକୁ ମେସି ଫ୍ରି କିକ୍‌ରୁ ଚମତ୍କାର ଗୋଲ କରି ଦଳକୁ ପୁଣି ଆଗୁଆ କରାଇଥିଲେ । ଦ୍ୱିତୀୟାର୍ଦ୍ଧରେ ମୁସା ପୁଣି ଗୋଲ କରି ସମତା ଫେରାଇଥିଲେ । — [6, 940, 230, 1221]
